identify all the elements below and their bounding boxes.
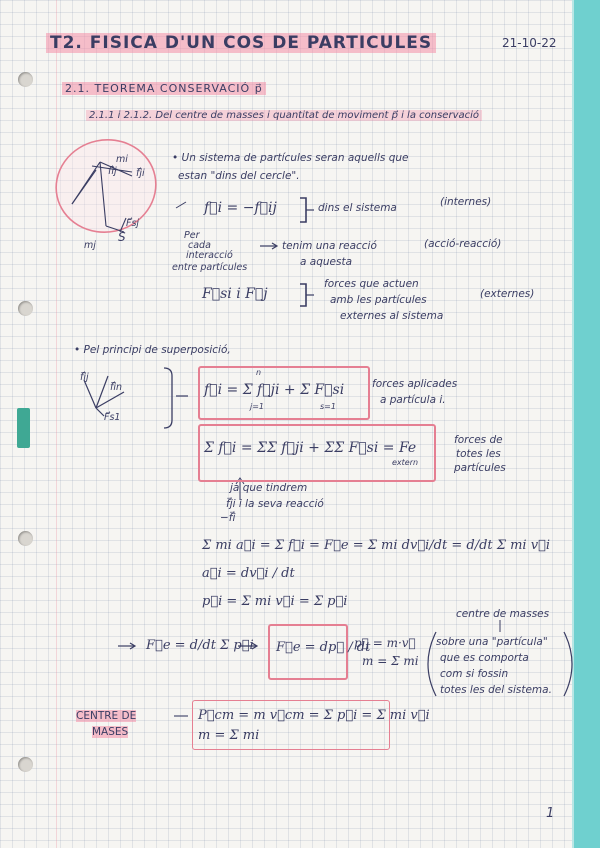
sum-upper-n: n [256,368,262,377]
force-sum-equation: f⃗i = Σ f⃗ji + Σ F⃗si [204,382,345,398]
vector-fin: f⃗in [110,382,123,393]
superposition-line: • Pel principi de superposició, [74,344,231,356]
system-definition-line2: estan "dins del cercle". [178,170,300,182]
cm-note4: totes les del sistema. [440,684,552,696]
cm-note3: com si fossin [440,668,509,680]
external-force-note3: externes al sistema [340,310,444,322]
internal-force-equation: f⃗i = −f⃗ij [204,200,277,216]
momentum-sum-equation: p⃗i = Σ mi v⃗i = Σ p⃗i [202,594,348,609]
sum-lower-s: s=1 [320,402,336,411]
centre-masses-label2: MASES [92,726,129,738]
force-sum-note1: forces aplicades [372,378,458,390]
external-force-equation: F⃗si i F⃗j [202,286,268,302]
total-force-note1: forces de [454,434,503,446]
cada-label: cada [188,240,211,251]
centre-masses-label1: CENTRE DE [76,710,137,722]
cm-note2: que es comporta [440,652,529,664]
total-force-note3: partícules [454,462,506,474]
reaction-note-line1: tenim una reacció [282,240,377,252]
total-force-equation: Σ f⃗i = ΣΣ f⃗ji + ΣΣ F⃗si = Fe [204,440,417,456]
reaction-note-line2: a aquesta [300,256,353,268]
internal-force-note: dins el sistema [318,202,397,214]
vector-fij: f⃗ij [80,372,89,383]
centre-masses-momentum: P⃗cm = m v⃗cm = Σ p⃗i = Σ mi v⃗i [198,708,430,723]
cm-title: centre de masses [456,608,550,620]
total-force-note2: totes les [456,448,501,460]
force-label-fji: f⃗ji [136,168,145,179]
section-heading: 2.1. TEOREMA CONSERVACIÓ p⃗ [62,82,266,95]
cm-note1: sobre una "partícula" [436,636,548,648]
page-number: 1 [546,806,555,821]
total-mass-definition: m = Σ mi [362,654,419,668]
momentum-definition: p⃗ = m·v⃗ [354,636,416,650]
momentum-equation: Σ mi a⃗i = Σ f⃗i = F⃗e = Σ mi dv⃗i/dt = d/dt Σ mi v⃗i [202,538,551,553]
external-force-derivative: F⃗e = d/dt Σ p⃗i [146,638,254,653]
cancel-note1: ja que tindrem [230,482,308,494]
external-force-tag: (externes) [480,288,535,300]
cancel-note2: f⃗ji i la seva reacció [226,498,324,510]
external-force-note2: amb les partícules [330,294,427,306]
external-force-note1: forces que actuen [324,278,419,290]
centre-masses-total-mass: m = Σ mi [198,728,260,743]
sum-lower-j: j=1 [250,402,265,411]
total-force-subscript: extern [392,458,419,467]
interaccio-label: interacció [186,250,233,261]
force-label-fsi: F⃗sj [126,218,140,229]
internal-force-tag: (internes) [440,196,492,208]
cancel-note3: −f⃗i [220,512,236,524]
force-label-fij: f⃗ij [108,166,117,177]
newton-law-equation: F⃗e = dp⃗ / dt [276,640,371,655]
per-label: Per [184,230,200,241]
subsection-heading: 2.1.1 i 2.1.2. Del centre de masses i quantitat de moviment p⃗ i la conservació [86,110,482,121]
page-title: T2. FISICA D'UN COS DE PARTICULES [46,33,436,53]
vector-fs1: F⃗s1 [104,412,121,423]
mass-label-mj: mj [84,240,96,251]
acceleration-equation: a⃗i = dv⃗i / dt [202,566,295,581]
reaction-tag: (acció-reacció) [424,238,502,250]
surface-label: S [118,230,126,244]
force-sum-note2: a partícula i. [380,394,446,406]
mass-label-mi: mi [116,154,128,165]
page-date: 21-10-22 [502,36,557,50]
entre-particules-label: entre partícules [172,262,248,273]
system-definition-line1: • Un sistema de partícules seran aquells que [172,152,409,164]
